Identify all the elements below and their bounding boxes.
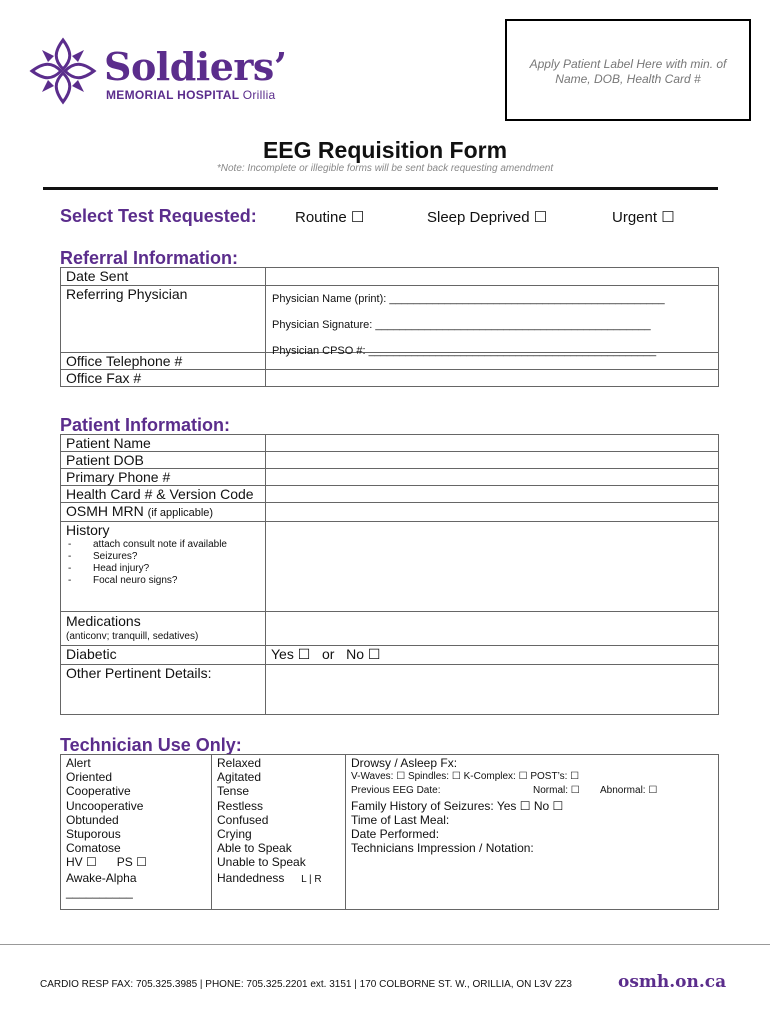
mrn-note: (if applicable)	[147, 507, 214, 519]
diabetic-label: Diabetic	[61, 646, 266, 665]
health-card-label: Health Card # & Version Code	[61, 486, 266, 503]
patient-name-field[interactable]	[266, 435, 719, 452]
urgent-checkbox[interactable]: Urgent ☐	[612, 209, 675, 226]
patient-label-box[interactable]	[505, 19, 751, 121]
vwaves-row[interactable]: V-Waves: ☐ Spindles: ☐ K-Complex: ☐ POST’s: ☐	[351, 771, 580, 783]
health-card-field[interactable]	[266, 486, 719, 503]
impression-field[interactable]: Technicians Impression / Notation:	[351, 841, 534, 856]
diabetic-or-text: or	[321, 646, 335, 662]
medications-label-text: Medications	[66, 613, 141, 629]
date-performed-field[interactable]: Date Performed:	[351, 827, 440, 842]
ps-checkbox[interactable]: PS ☐	[116, 855, 147, 870]
office-fax-field[interactable]	[266, 370, 719, 387]
office-telephone-label: Office Telephone #	[61, 353, 266, 370]
routine-checkbox[interactable]: Routine ☐	[295, 209, 365, 226]
patient-name-label: Patient Name	[61, 435, 266, 452]
history-item: - Focal neuro signs?	[66, 575, 260, 587]
tech-item-restless[interactable]: Restless	[217, 798, 264, 813]
title-divider	[43, 187, 718, 190]
handedness-label: Handedness	[217, 870, 285, 885]
mrn-field[interactable]	[266, 503, 719, 522]
sleep-deprived-checkbox[interactable]: Sleep Deprived ☐	[427, 209, 548, 226]
physician-name-line[interactable]: Physician Name (print): _____________________________________________	[272, 293, 665, 305]
tech-item-crying[interactable]: Crying	[217, 827, 252, 842]
physician-details-field[interactable]	[266, 286, 719, 357]
logo-subtitle-city: Orillia	[242, 88, 276, 102]
form-note: *Note: Incomplete or illegible forms will be sent back requesting amendment	[216, 163, 554, 174]
tech-item-oriented[interactable]: Oriented	[66, 770, 113, 785]
medications-note: (anticonv; tranquill, sedatives)	[66, 631, 199, 642]
tech-item-comatose[interactable]: Comatose	[66, 841, 121, 856]
tech-item-confused[interactable]: Confused	[217, 812, 269, 827]
tech-item-tense[interactable]: Tense	[217, 784, 250, 799]
footer-divider	[0, 944, 770, 945]
referral-heading: Referral Information:	[60, 248, 239, 268]
hv-checkbox[interactable]: HV ☐	[66, 855, 97, 870]
last-meal-field[interactable]: Time of Last Meal:	[351, 812, 450, 827]
label-box-line1: Apply Patient Label Here with min. of	[529, 57, 727, 71]
history-field[interactable]	[266, 522, 719, 612]
other-details-label: Other Pertinent Details:	[61, 665, 266, 715]
handedness-lr[interactable]: L | R	[301, 873, 322, 885]
drowsy-label: Drowsy / Asleep Fx:	[351, 756, 458, 770]
logo-wordmark: Soldiers’	[104, 44, 287, 89]
patient-dob-label: Patient DOB	[61, 452, 266, 469]
tech-item-able-to-speak[interactable]: Able to Speak	[217, 841, 292, 856]
patient-dob-field[interactable]	[266, 452, 719, 469]
form-title: EEG Requisition Form	[262, 137, 508, 163]
tech-item-alert[interactable]: Alert	[66, 756, 91, 770]
diabetic-options	[266, 646, 719, 665]
mrn-label	[61, 503, 266, 522]
history-item: - Seizures?	[66, 551, 260, 563]
primary-phone-label: Primary Phone #	[61, 469, 266, 486]
physician-cpso-line[interactable]: Physician CPSO #: _______________________________________________	[272, 345, 657, 357]
logo-subtitle	[106, 88, 276, 102]
technician-heading: Technician Use Only:	[60, 735, 242, 755]
office-fax-label: Office Fax #	[61, 370, 266, 387]
tech-item-unable-to-speak[interactable]: Unable to Speak	[217, 855, 306, 870]
date-sent-label: Date Sent	[61, 268, 266, 286]
normal-checkbox[interactable]: Normal: ☐	[533, 785, 580, 797]
family-history-row[interactable]: Family History of Seizures: Yes ☐ No ☐	[351, 798, 564, 813]
patient-heading: Patient Information:	[60, 415, 230, 435]
other-details-field[interactable]	[266, 665, 719, 715]
history-label	[61, 522, 266, 612]
abnormal-checkbox[interactable]: Abnormal: ☐	[600, 785, 658, 797]
tech-col-findings	[346, 755, 719, 910]
tech-hv-ps-row	[66, 855, 206, 869]
primary-phone-field[interactable]	[266, 469, 719, 486]
tech-item-stuporous[interactable]: Stuporous	[66, 827, 121, 842]
diabetic-yes-checkbox[interactable]: Yes ☐	[271, 646, 311, 662]
patient-table	[60, 434, 719, 715]
tech-item-cooperative[interactable]: Cooperative	[66, 784, 131, 799]
previous-eeg-row	[351, 784, 713, 798]
technician-table	[60, 754, 719, 910]
tech-col-behaviour	[212, 755, 346, 910]
referral-table	[60, 267, 719, 387]
referring-physician-label: Referring Physician	[61, 286, 266, 353]
date-sent-field[interactable]	[266, 268, 719, 286]
mrn-label-text: OSMH MRN	[66, 503, 144, 519]
tech-item-relaxed[interactable]: Relaxed	[217, 756, 262, 770]
history-label-text: History	[66, 522, 110, 538]
diabetic-no-checkbox[interactable]: No ☐	[346, 646, 381, 662]
handedness-row	[217, 871, 340, 887]
awake-alpha-field[interactable]: Awake-Alpha __________	[66, 870, 137, 899]
footer-contact: CARDIO RESP FAX: 705.325.3985 | PHONE: 705.325.2201 ext. 3151 | 170 COLBORNE ST. W., ORILLIA, ON L3V 2Z3	[40, 979, 572, 990]
history-item: - Head injury?	[66, 563, 260, 575]
select-test-heading: Select Test Requested:	[60, 206, 257, 226]
history-list	[66, 539, 260, 587]
previous-eeg-label[interactable]: Previous EEG Date:	[351, 785, 441, 797]
medications-label	[61, 612, 266, 646]
medications-field[interactable]	[266, 612, 719, 646]
history-item: - attach consult note if available	[66, 539, 260, 551]
footer-website-link[interactable]: osmh.on.ca	[618, 972, 727, 992]
tech-col-state	[61, 755, 212, 910]
tech-item-agitated[interactable]: Agitated	[217, 770, 262, 785]
hospital-logo-icon	[28, 36, 98, 106]
tech-item-uncooperative[interactable]: Uncooperative	[66, 798, 144, 813]
label-box-line2: Name, DOB, Health Card #	[555, 72, 701, 86]
tech-item-obtunded[interactable]: Obtunded	[66, 812, 119, 827]
logo-subtitle-bold: MEMORIAL HOSPITAL	[106, 88, 240, 102]
physician-signature-line[interactable]: Physician Signature: _____________________________________________	[272, 319, 651, 331]
